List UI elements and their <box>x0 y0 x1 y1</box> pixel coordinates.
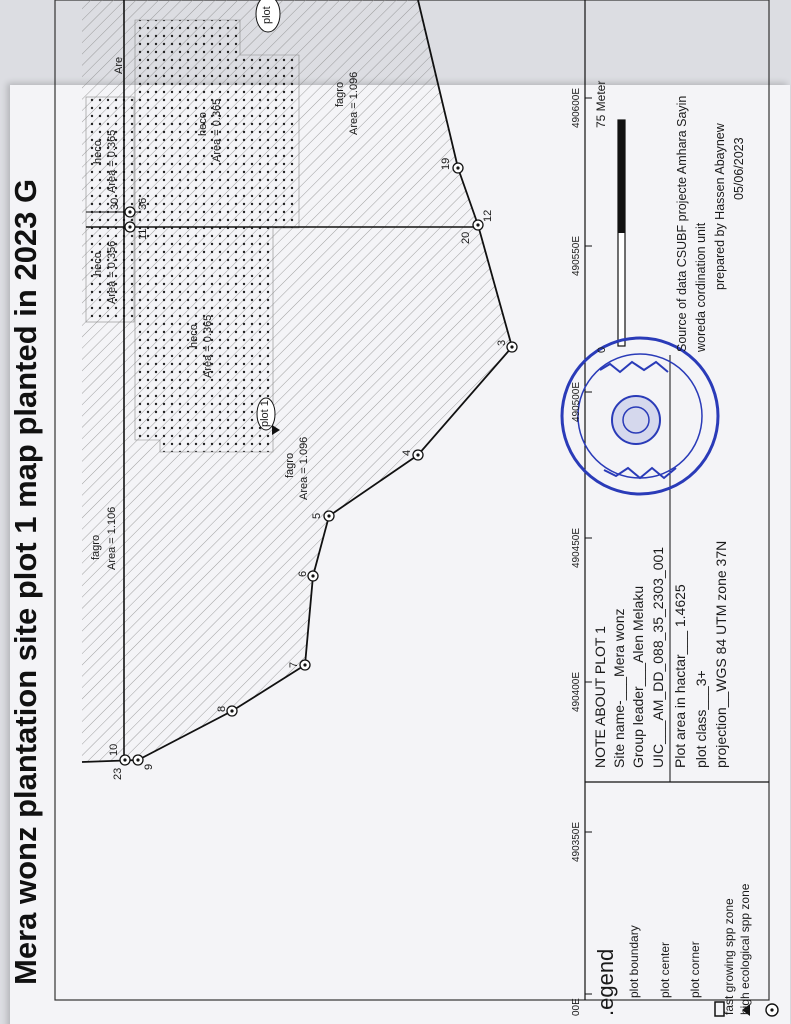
zone-area: Area = 1.096 <box>348 71 360 135</box>
point-label: 3 <box>496 339 508 346</box>
credits-prepared-by: prepared by Hassen Abaynew <box>713 123 727 290</box>
point-label: 19 <box>440 157 452 170</box>
point-label: 10 <box>108 743 120 756</box>
zone-area: Area = 0.365 <box>211 98 223 162</box>
point-label: 5 <box>311 512 323 519</box>
legend-title: .egend <box>593 948 618 1016</box>
legend-label: plot boundary <box>627 925 641 998</box>
credits-unit: woreda cordination unit <box>694 222 708 352</box>
legend-label: plot corner <box>688 941 702 998</box>
credits-date: 05/06/2023 <box>732 137 746 200</box>
point-label: 12 <box>482 209 494 222</box>
scale-zero: 0 <box>596 346 608 353</box>
zone-name: heco <box>197 112 209 136</box>
credits-source: Source of data CSUBF projecte Amhara Sayin <box>675 95 689 352</box>
easting-tick: 490350E <box>571 821 582 862</box>
point-label: 4 <box>401 449 413 456</box>
zone-name: heco <box>92 140 104 164</box>
note-line: projection__WGS 84 UTM zone 37N <box>713 540 729 768</box>
scale-label: 75 Meter <box>594 80 608 128</box>
note-heading: NOTE ABOUT PLOT 1 <box>592 626 608 768</box>
plot-label: Are <box>113 56 125 74</box>
point-label: 8 <box>216 705 228 712</box>
legend-label: high ecological spp zone <box>738 883 752 1015</box>
note-line: Group leader___Alen Melaku <box>630 585 646 768</box>
easting-tick: 490550E <box>571 235 582 276</box>
point-label: 6 <box>297 570 309 577</box>
point-label: 7 <box>288 661 300 668</box>
zone-area: Area = 1.096 <box>298 436 310 500</box>
note-line: Site name-___Mera wonz <box>611 608 627 768</box>
zone-area: Area = 0.365 <box>202 314 214 378</box>
zone-name: fagro <box>90 534 102 560</box>
scale-bar-fill <box>618 120 625 233</box>
zone-area: Area = 0.356 <box>106 240 118 304</box>
point-label: 20 <box>460 231 472 244</box>
zone-area: Area = 1.106 <box>106 506 118 570</box>
note-line: Plot area in hactar___ 1.4625 <box>672 584 688 768</box>
legend-label: fast growing spp zone <box>722 898 736 1015</box>
zone-area: Area = 0.365 <box>106 129 118 193</box>
point-label: 11 <box>137 228 149 240</box>
map-title: Mera wonz plantation site plot 1 map planted in 2023 G <box>8 178 43 985</box>
note-line: UIC___AM_DD_088_35_2303_001 <box>650 546 666 768</box>
note-line: plot class___3+ <box>693 670 709 768</box>
zone-name: heco <box>188 324 200 348</box>
point-label: 30 <box>109 197 121 210</box>
plot-label: plot 1 <box>259 400 271 427</box>
easting-tick: 490600E <box>571 87 582 128</box>
zone-name: heco <box>92 252 104 276</box>
grid-ticks <box>585 98 592 994</box>
legend-label: plot center <box>658 941 672 998</box>
zone-name: fagro <box>334 81 346 107</box>
point-label: 23 <box>112 767 124 780</box>
plot-label: plot <box>261 6 273 24</box>
zone-name: fagro <box>284 452 296 478</box>
point-label: 9 <box>143 763 155 770</box>
point-label: 36 <box>137 197 149 210</box>
easting-tick: 490500E <box>571 381 582 422</box>
easting-tick: 490450E <box>571 527 582 568</box>
easting-tick: 490400E <box>571 671 582 712</box>
easting-tick: 00E <box>571 998 582 1016</box>
